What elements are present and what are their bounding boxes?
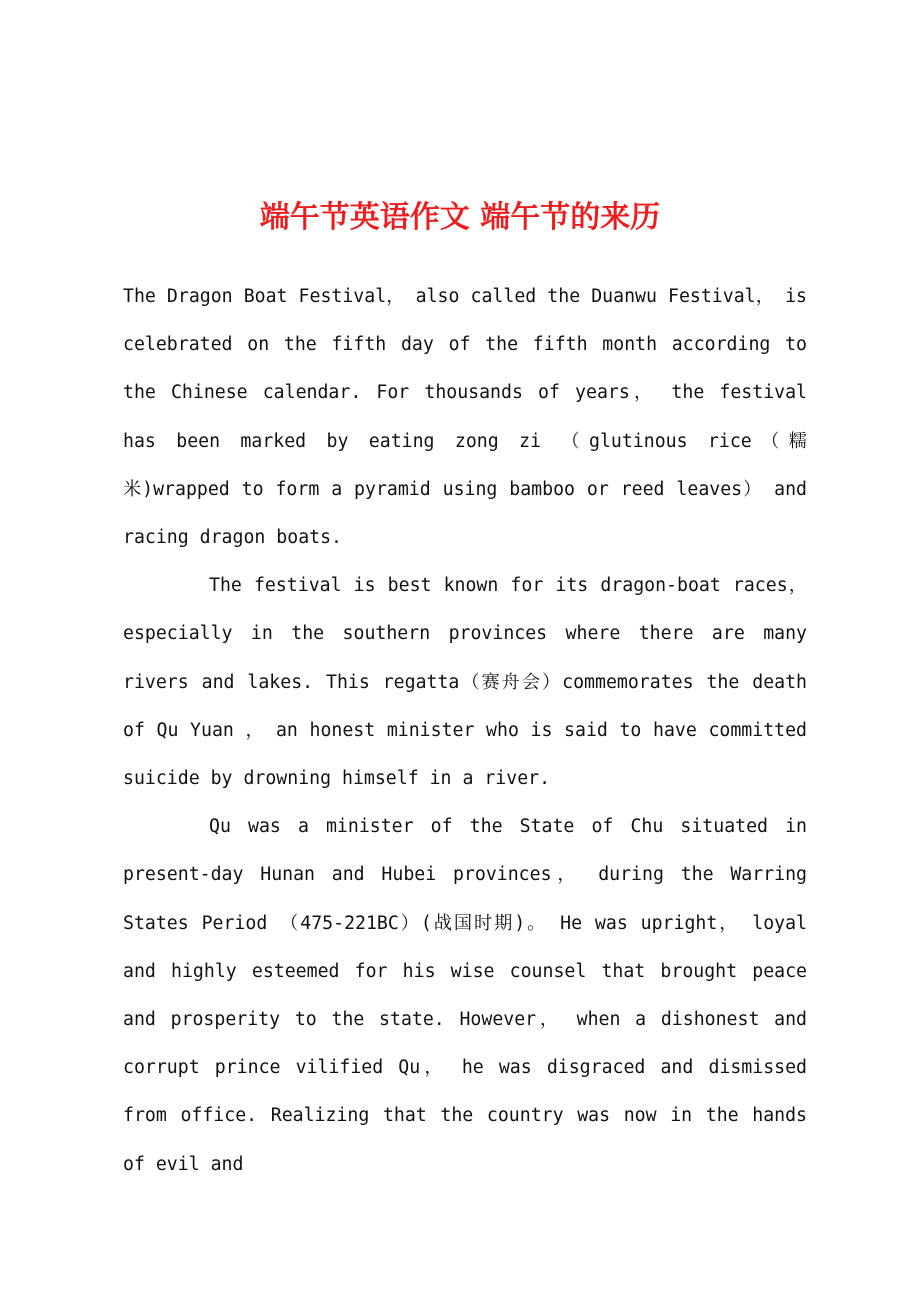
document-body [123,273,807,1189]
paragraph-intro: The Dragon Boat Festival， also called the Duanwu Festival， is celebrated on the fifth day of the fifth month according to the Chinese calendar. For thousands of years， the festival has been marked by eating zong zi （glutinous rice（糯米)wrapped to form a pyramid using bamboo or reed leaves） and racing dragon boats. [123,286,807,549]
document-title: 端午节英语作文 端午节的来历 [259,200,661,235]
paragraph-qu-yuan: Qu was a minister of the State of Chu situated in present-day Hunan and Hubei provinces， during the Warring States Period （475-221BC）(战国时期)。 He was upright， loyal and highly esteemed for his wise counsel that brought peace and prosperity to the state. However， when a dishonest and corrupt prince vilified Qu， he was disgraced and dismissed from office. Realizing that the country was now in the hands of evil and [123,816,807,1175]
paragraph-dragon-boat-races: The festival is best known for its dragon-boat races， especially in the southern provinces where there are many rivers and lakes. This regatta（赛舟会）commemorates the death of Qu Yuan ， an honest minister who is said to have committed suicide by drowning himself in a river. [123,575,807,790]
